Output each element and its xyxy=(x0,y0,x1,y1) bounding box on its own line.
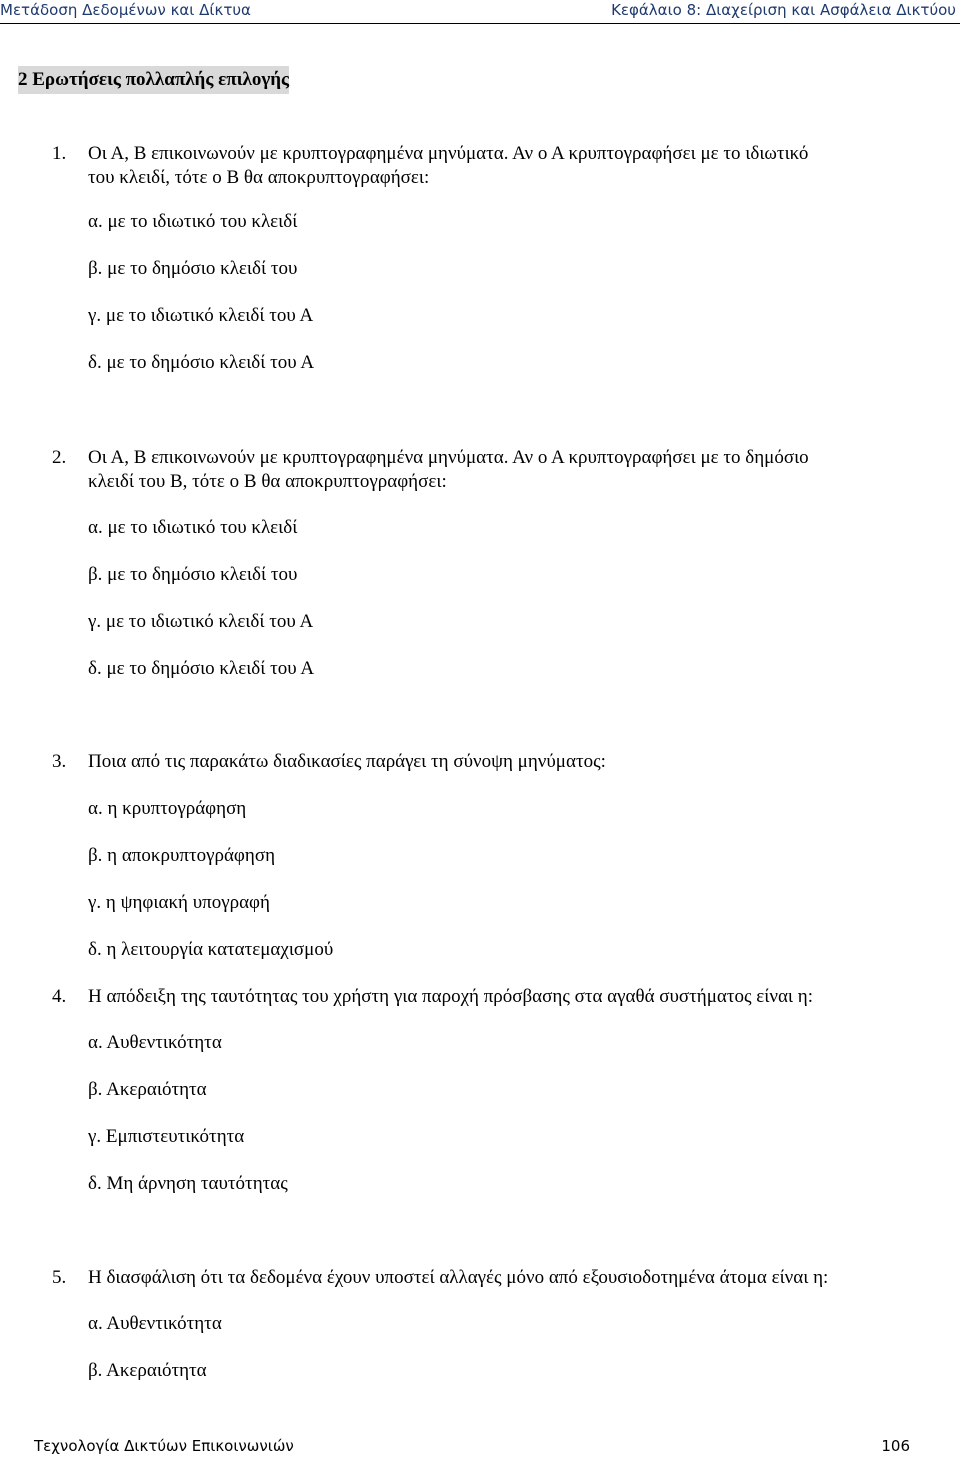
footer-course-title: Τεχνολογία Δικτύων Επικοινωνιών xyxy=(34,1437,294,1455)
question-number: 5. xyxy=(52,1267,67,1288)
question-text-line: Η απόδειξη της ταυτότητας του χρήστη για παροχή πρόσβασης στα αγαθά συστήματος είναι η: xyxy=(88,986,814,1007)
answer-option: γ. Εμπιστευτικότητα xyxy=(88,1126,245,1147)
question-text-line: Οι Α, Β επικοινωνούν με κρυπτογραφημένα μηνύματα. Αν ο Α κρυπτογραφήσει με το δημόσιο xyxy=(88,447,809,468)
answer-option: δ. Μη άρνηση ταυτότητας xyxy=(88,1173,288,1194)
answer-option: δ. η λειτουργία κατατεμαχισμού xyxy=(88,939,334,960)
question-text-line: του κλειδί, τότε ο Β θα αποκρυπτογραφήσει: xyxy=(88,167,430,188)
answer-option: α. με το ιδιωτικό του κλειδί xyxy=(88,211,298,232)
answer-option: α. Αυθεντικότητα xyxy=(88,1313,222,1334)
question-number: 2. xyxy=(52,447,67,468)
answer-option: γ. με το ιδιωτικό κλειδί του Α xyxy=(88,305,314,326)
section-title: 2 Ερωτήσεις πολλαπλής επιλογής xyxy=(18,66,289,94)
answer-option: β. με το δημόσιο κλειδί του xyxy=(88,564,298,585)
header-rule xyxy=(0,23,960,24)
answer-option: β. η αποκρυπτογράφηση xyxy=(88,845,276,866)
answer-option: α. η κρυπτογράφηση xyxy=(88,798,247,819)
question-number: 1. xyxy=(52,143,67,164)
question-text-line: Ποια από τις παρακάτω διαδικασίες παράγει τη σύνοψη μηνύματος: xyxy=(88,751,606,772)
question-text-line: Οι Α, Β επικοινωνούν με κρυπτογραφημένα μηνύματα. Αν ο Α κρυπτογραφήσει με το ιδιωτικό xyxy=(88,143,809,164)
running-header xyxy=(0,0,960,24)
answer-option: α. με το ιδιωτικό του κλειδί xyxy=(88,517,298,538)
question-number: 3. xyxy=(52,751,67,772)
header-chapter-title: Κεφάλαιο 8: Διαχείριση και Ασφάλεια Δικτύου xyxy=(611,1,956,19)
answer-option: δ. με το δημόσιο κλειδί του Α xyxy=(88,658,315,679)
header-book-title: Μετάδοση Δεδομένων και Δίκτυα xyxy=(0,1,251,19)
footer-page-number: 106 xyxy=(881,1437,910,1455)
answer-option: γ. με το ιδιωτικό κλειδί του Α xyxy=(88,611,314,632)
answer-option: α. Αυθεντικότητα xyxy=(88,1032,222,1053)
answer-option: γ. η ψηφιακή υπογραφή xyxy=(88,892,270,913)
answer-option: β. Ακεραιότητα xyxy=(88,1079,207,1100)
question-number: 4. xyxy=(52,986,67,1007)
question-text-line: Η διασφάλιση ότι τα δεδομένα έχουν υποστεί αλλαγές μόνο από εξουσιοδοτημένα άτομα είναι η: xyxy=(88,1267,829,1288)
question-text-line: κλειδί του Β, τότε ο Β θα αποκρυπτογραφήσει: xyxy=(88,471,447,492)
answer-option: β. Ακεραιότητα xyxy=(88,1360,207,1381)
answer-option: δ. με το δημόσιο κλειδί του Α xyxy=(88,352,315,373)
answer-option: β. με το δημόσιο κλειδί του xyxy=(88,258,298,279)
